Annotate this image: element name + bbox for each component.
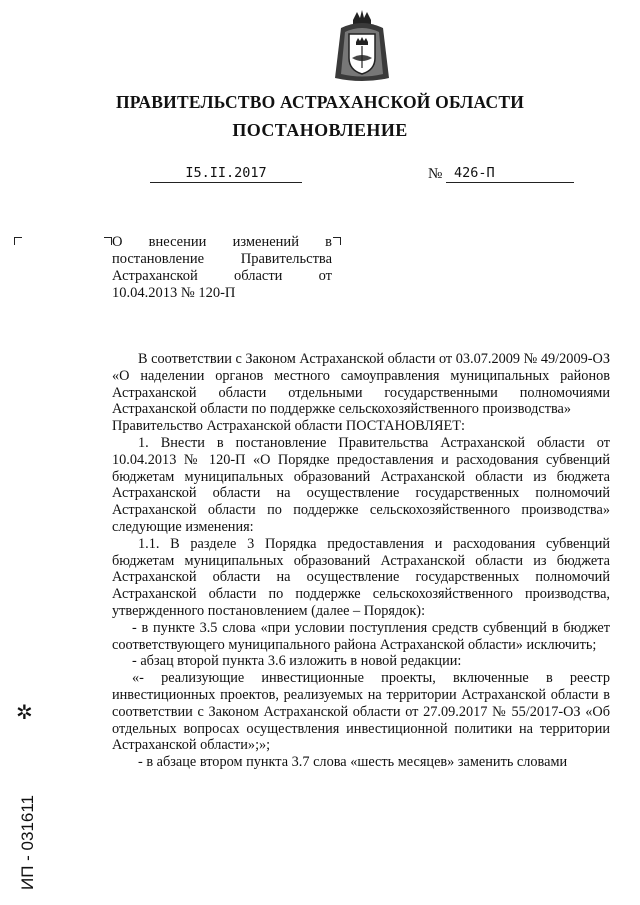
document-type-title: ПОСТАНОВЛЕНИЕ [232,120,408,140]
corner-mark-subject-right [333,237,341,245]
document-subject: О внесении изменений в постановление Правительства Астраханской области от 10.04.2013 № 120-П [112,234,332,301]
stamp-star-icon: ✲ [16,700,33,724]
coat-of-arms-emblem [331,8,393,84]
amendment-3-7-paragraph: - в абзаце втором пункта 3.7 слова «шесть месяцев» заменить словами [138,754,568,771]
registration-stamp-code: ИП - 031611 [18,794,37,890]
preamble-paragraph: В соответствии с Законом Астраханской области от 03.07.2009 № 49/2009-ОЗ «О наделении органов местного самоуправления муниципальных районов Астраханской области отдельными государственными полномочиями Астраханской области по поддержке сельскохозяйственного производства» [112,351,610,418]
resolution-line: Правительство Астраханской области ПОСТАНОВЛЯЕТ: [112,418,465,435]
document-date: I5.II.2017 [150,165,302,183]
amendment-3-6-paragraph: - абзац второй пункта 3.6 изложить в новой редакции: [132,653,462,670]
organization-title: ПРАВИТЕЛЬСТВО АСТРАХАНСКОЙ ОБЛАСТИ [115,92,525,112]
number-sign: № [428,166,443,182]
corner-mark-subject-left [104,237,112,245]
document-body [112,351,610,771]
amendment-3-5-paragraph: - в пункте 3.5 слова «при условии поступления средств субвенций в бюджет соответствующего муниципального района Астраханской области» исключить; [112,619,610,653]
amendment-3-6-text-paragraph: «- реализующие инвестиционные проекты, включенные в реестр инвестиционных проектов, реализуемых на территории Астраханской области в соответствии с Законом Астраханской области от 27.09.2017 № 55/2017-ОЗ «Об отдельных вопросах осуществления инвестиционной политики на территории Астраханской области»;»; [112,670,610,754]
corner-mark-left [14,237,22,245]
clause-1-paragraph: 1. Внести в постановление Правительства Астраханской области от 10.04.2013 № 120-П «О Порядке предоставления и расходования субвенций бюджетам муниципальных образований Астраханской области из бюджета Астраханской области на осуществление государственных полномочий Астраханской области по поддержке сельскохозяйственного производства» следующие изменения: [112,434,610,535]
document-number: 426-П [446,165,574,183]
clause-1-1-paragraph: 1.1. В разделе 3 Порядка предоставления и расходования субвенций бюджетам муниципальных образований Астраханской области из бюджета Астраханской области на осуществление государственных полномочий Астраханской области по поддержке сельскохозяйственного производства, утвержденного постановлением (далее – Порядок): [112,535,610,619]
